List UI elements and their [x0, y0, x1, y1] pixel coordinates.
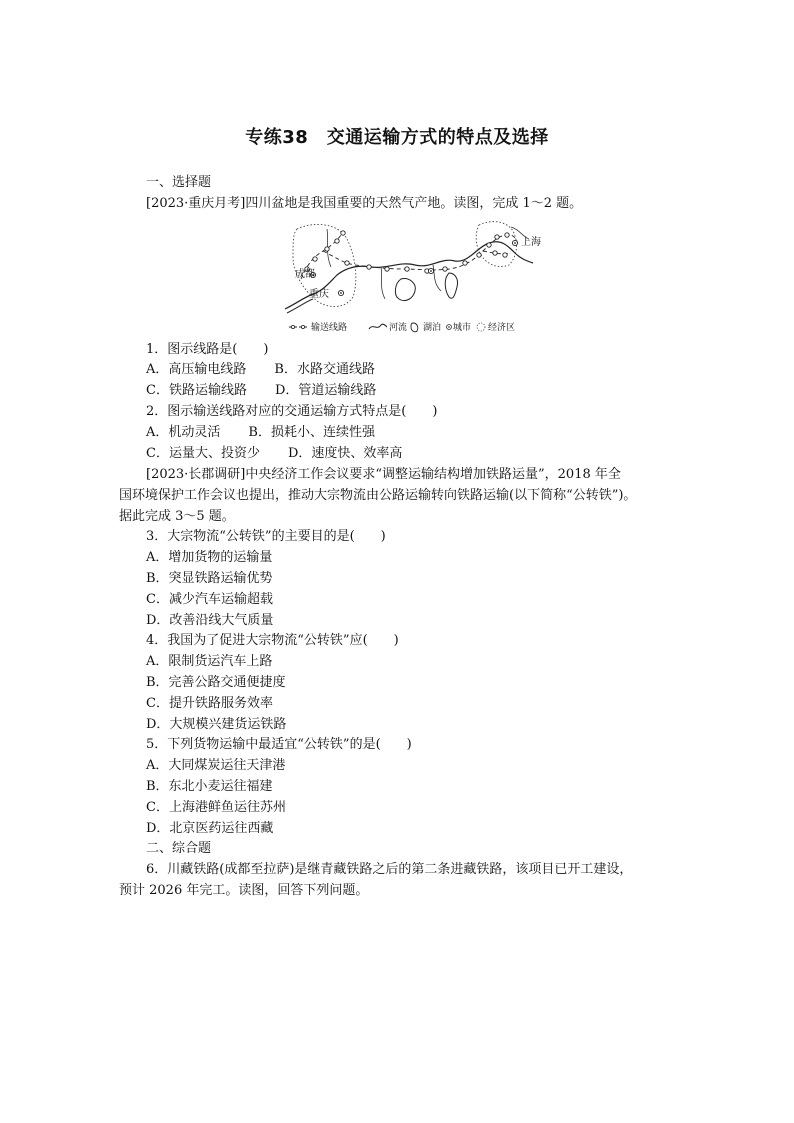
city-label-chongqing: 重庆: [309, 289, 329, 300]
question-1-options-row2: [146, 382, 376, 400]
legend-zone-label: 经济区: [488, 323, 516, 333]
question-2-options-row1: [146, 424, 375, 442]
legend-line-label: 输送线路: [311, 323, 348, 333]
question-2-stem: 2．图示输送线路对应的交通运输方式特点是( ): [146, 404, 438, 419]
q5-option-d: D．北京医药运往西藏: [146, 821, 274, 836]
intro-q3-5-line1: [2023·长郡调研]中央经济工作会议要求“调整运输结构增加铁路运量”，2018 年全: [146, 467, 621, 482]
q5-option-c: C．上海港鲜鱼运往苏州: [146, 800, 286, 815]
lake-poyang: [445, 273, 457, 298]
q3-option-a: A．增加货物的运输量: [146, 550, 273, 565]
q4-option-c: C．提升铁路服务效率: [146, 696, 273, 711]
intro-q3-5-line3: 据此完成 3～5 题。: [119, 509, 235, 524]
q3-option-c: C．减少汽车运输超载: [146, 592, 273, 607]
question-6-line1: 6．川藏铁路(成都至拉萨)是继青藏铁路之后的第二条进藏铁路，该项目已开工建设，: [146, 862, 633, 877]
q5-option-b: B．东北小麦运往福建: [146, 779, 273, 794]
legend-river-label: 河流: [389, 323, 408, 333]
question-3-stem: 3．大宗物流“公转铁”的主要目的是( ): [146, 529, 386, 544]
intro-q3-5-line2: 国环境保护工作会议也提出，推动大宗物流由公路运输转向铁路运输(以下简称“公转铁”)。: [119, 488, 637, 503]
lake-dongting: [395, 279, 415, 301]
q2-option-d: D．速度快、效率高: [287, 446, 403, 461]
q1-option-d: D．管道运输线路: [274, 383, 377, 398]
q1-option-c: C．铁路运输线路: [146, 383, 247, 398]
transport-line: [301, 231, 517, 279]
q3-option-d: D．改善沿线大气质量: [146, 613, 274, 628]
q4-option-d: D．大规模兴建货运铁路: [146, 717, 287, 732]
q4-option-a: A．限制货运汽车上路: [146, 654, 273, 669]
question-5-stem: 5．下列货物运输中最适宜“公转铁”的是( ): [146, 737, 412, 752]
legend-lake-label: 湖泊: [423, 323, 442, 333]
section-heading-choice: 一、选择题: [146, 175, 212, 190]
page-title: 专练38 交通运输方式的特点及选择: [245, 127, 549, 148]
q3-option-b: B．突显铁路运输优势: [146, 571, 273, 586]
economic-zone-delta: [476, 222, 516, 267]
question-4-stem: 4．我国为了促进大宗物流“公转铁”应( ): [146, 633, 399, 648]
q2-option-a: A．机动灵活: [146, 425, 221, 440]
q2-option-b: B．损耗小、连续性强: [248, 425, 375, 440]
intro-q1-2: [2023·重庆月考]四川盆地是我国重要的天然气产地。读图，完成 1～2 题。: [146, 196, 583, 211]
q5-option-a: A．大同煤炭运往天津港: [146, 758, 286, 773]
city-label-shanghai: 上海: [521, 237, 541, 248]
q1-option-a: A．高压输电线路: [146, 362, 247, 377]
question-6-line2: 预计 2026 年完工。读图，回答下列问题。: [119, 883, 369, 898]
legend-city-label: 城市: [453, 323, 472, 333]
question-1-options-row1: [146, 361, 375, 379]
q2-option-c: C．运量大、投资少: [146, 446, 260, 461]
sichuan-gas-pipeline-map: [283, 217, 547, 339]
city-label-chengdu: 成都: [295, 269, 315, 280]
question-1-stem: 1．图示线路是( ): [146, 342, 269, 357]
section-heading-comprehensive: 二、综合题: [146, 841, 212, 856]
question-2-options-row2: [146, 445, 402, 463]
map-legend: [289, 321, 515, 333]
q4-option-b: B．完善公路交通便捷度: [146, 675, 286, 690]
q1-option-b: B．水路交通线路: [274, 362, 375, 377]
